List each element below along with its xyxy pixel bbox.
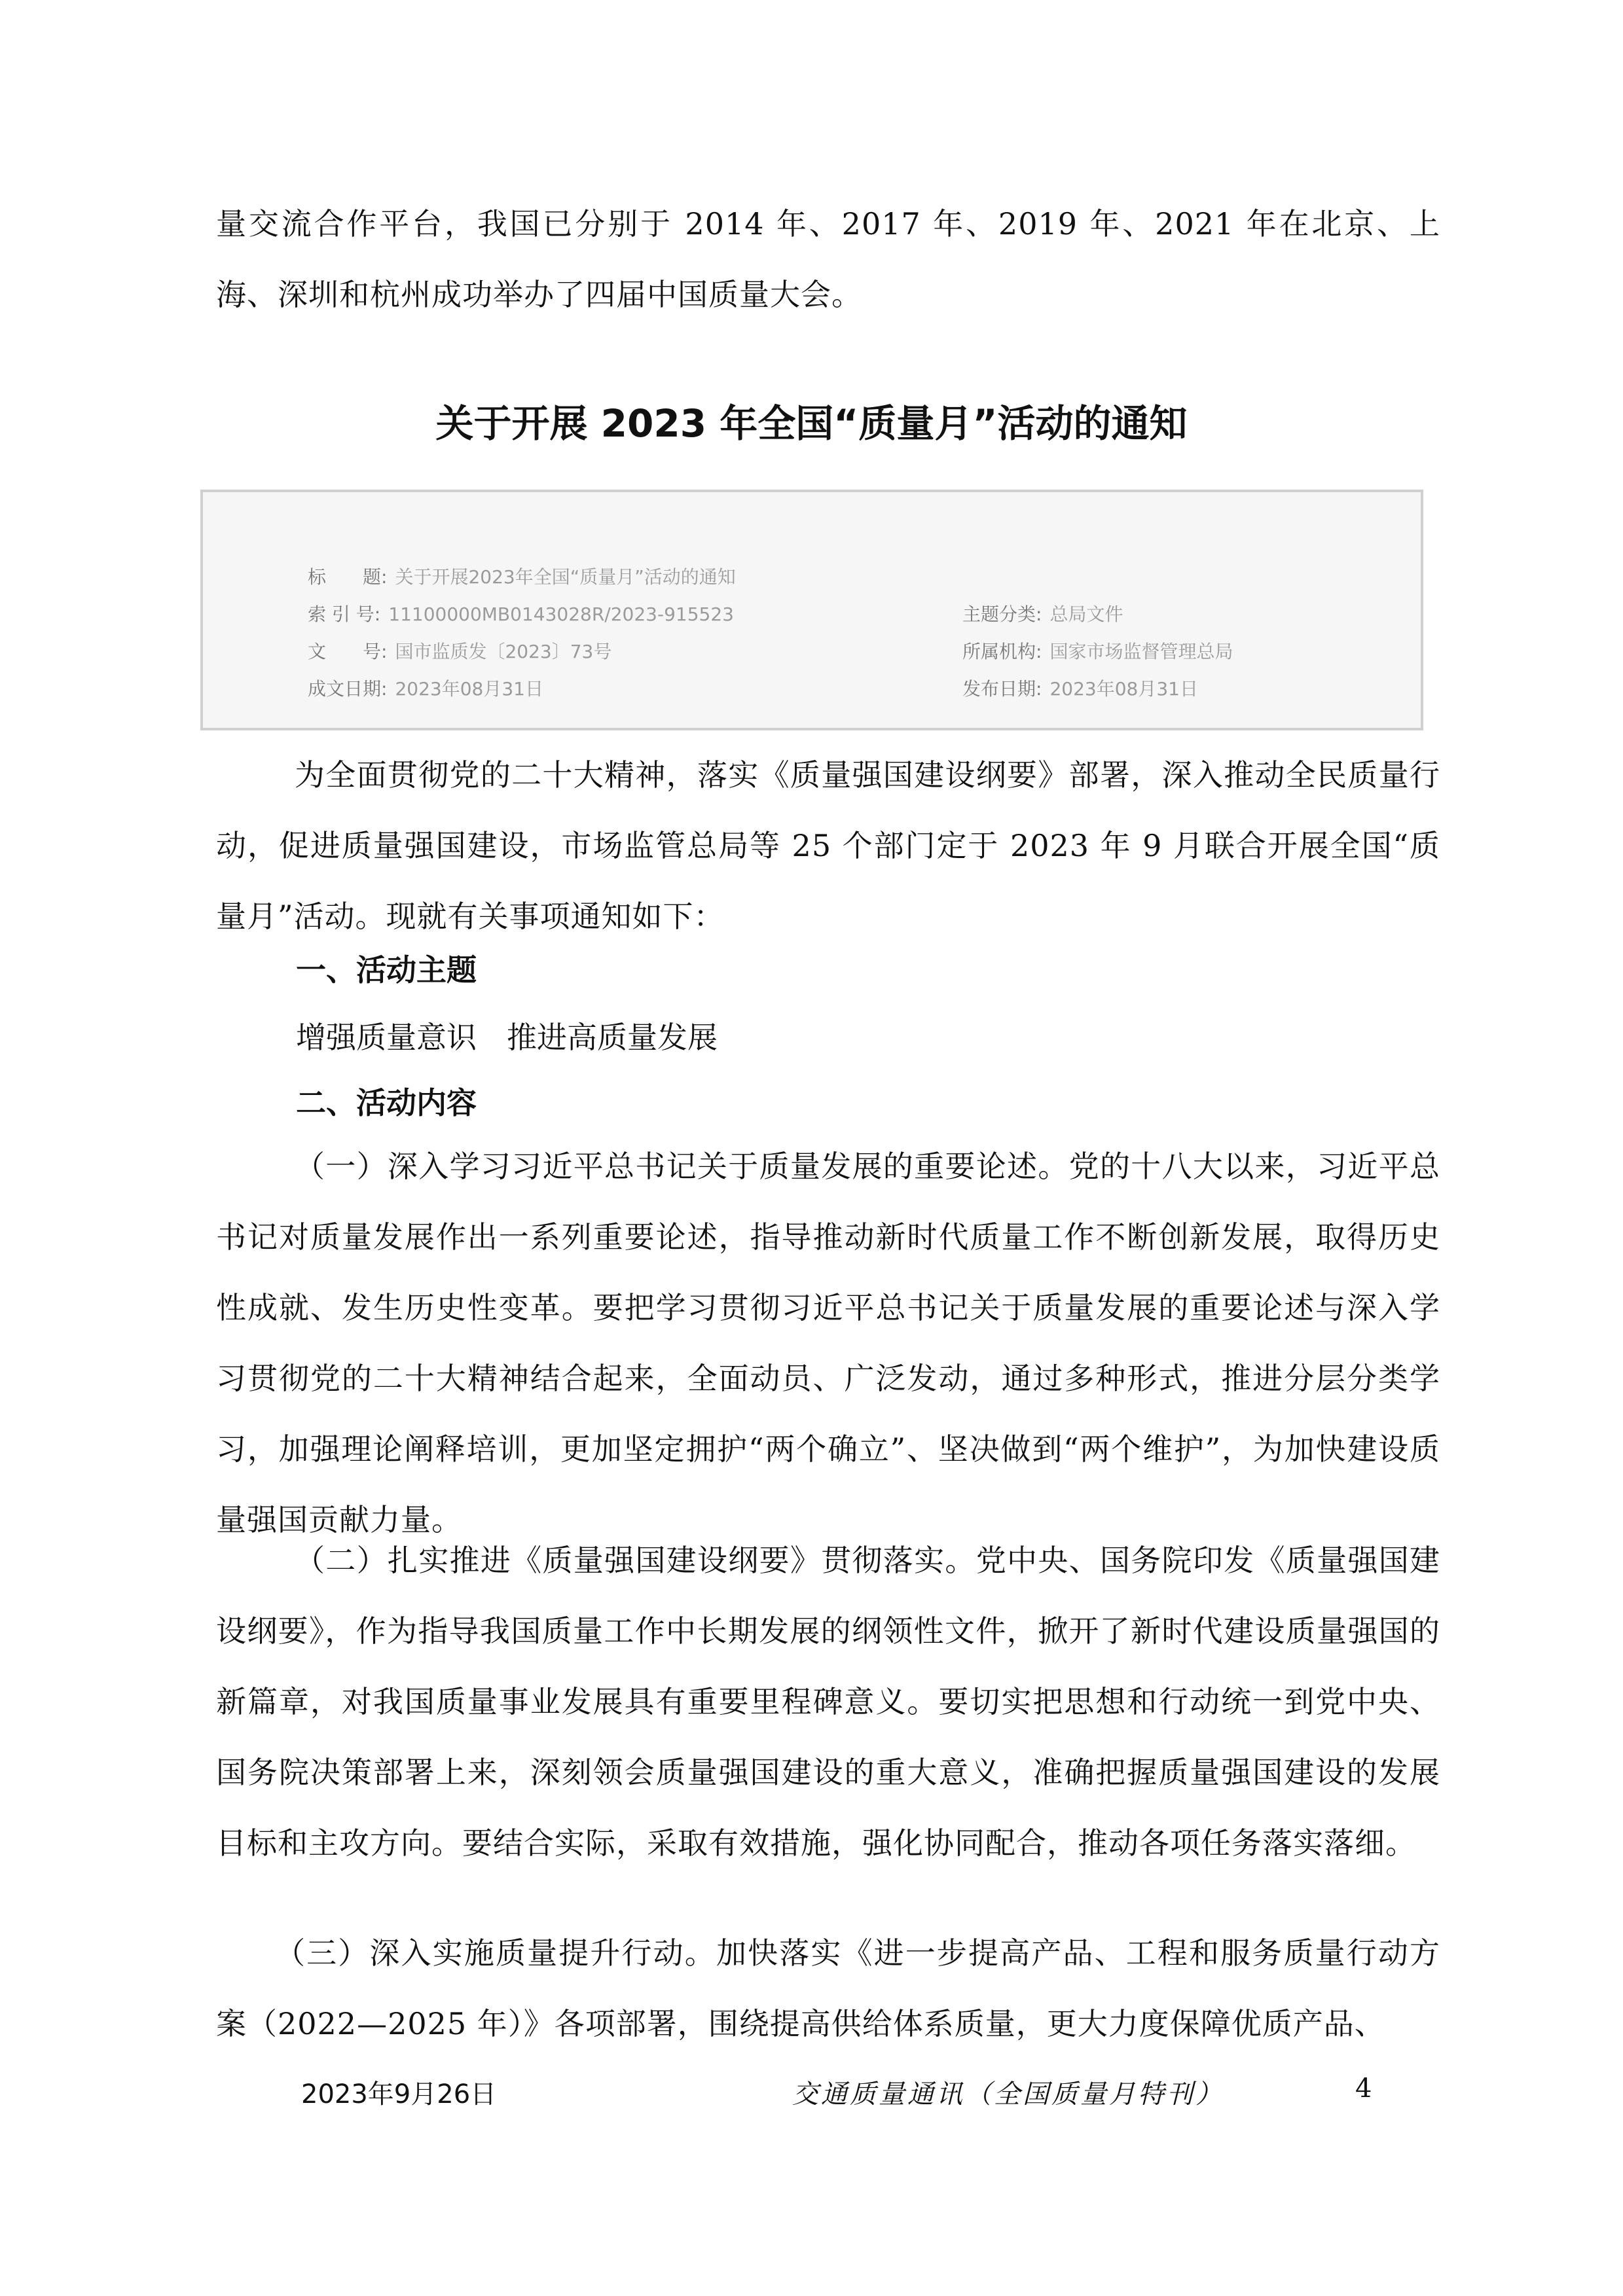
meta-index-row (308, 600, 734, 626)
footer-date: 2023年9月26日 (301, 2079, 497, 2109)
footer-publication: 交通质量通讯（全国质量月特刊） (792, 2079, 1224, 2109)
metadata-panel (200, 490, 1423, 730)
document-title: 关于开展 2023 年全国“质量月”活动的通知 (435, 401, 1188, 446)
meta-date-row (308, 675, 543, 701)
theme-text: 增强质量意识 推进高质量发展 (296, 1020, 718, 1055)
opening-paragraph: 为全面贯彻党的二十大精神，落实《质量强国建设纲要》部署，深入推动全民质量行动，促进质量强国建设，市场监管总局等 25 个部门定于 2023 年 9 月联合开展全国“质量月”活动。现就有关事项通知如下： (216, 757, 1440, 934)
content-item-2: （二）扎实推进《质量强国建设纲要》贯彻落实。党中央、国务院印发《质量强国建设纲要》，作为指导我国质量工作中长期发展的纲领性文件，掀开了新时代建设质量强国的新篇章，对我国质量事业发展具有重要里程碑意义。要切实把思想和行动统一到党中央、国务院决策部署上来，深刻领会质量强国建设的重大意义，准确把握质量强国建设的发展目标和主攻方向。要结合实际，采取有效措施，强化协同配合，推动各项任务落实落细。 (216, 1543, 1440, 1861)
intro-paragraph: 量交流合作平台，我国已分别于 2014 年、2017 年、2019 年、2021 年在北京、上海、深圳和杭州成功举办了四届中国质量大会。 (216, 206, 1440, 312)
meta-title-label: 标 题: (308, 566, 388, 588)
page-number: 4 (1355, 2073, 1372, 2104)
meta-title-value: 关于开展2023年全国“质量月”活动的通知 (395, 566, 736, 588)
meta-doc-label: 文 号: (308, 641, 388, 662)
meta-agency-label: 所属机构: (962, 641, 1042, 662)
meta-publish-label: 发布日期: (962, 678, 1042, 700)
section-heading-content: 二、活动内容 (296, 1085, 477, 1121)
content-item-1: （一）深入学习习近平总书记关于质量发展的重要论述。党的十八大以来，习近平总书记对质量发展作出一系列重要论述，指导推动新时代质量工作不断创新发展，取得历史性成就、发生历史性变革。要把学习贯彻习近平总书记关于质量发展的重要论述与深入学习贯彻党的二十大精神结合起来，全面动员、广泛发动，通过多种形式，推进分层分类学习，加强理论阐释培训，更加坚定拥护“两个确立”、坚决做到“两个维护”，为加快建设质量强国贡献力量。 (216, 1149, 1440, 1537)
meta-doc-row (308, 637, 611, 664)
meta-agency-value: 国家市场监督管理总局 (1049, 641, 1233, 662)
meta-publish-row (962, 675, 1198, 701)
meta-publish-value: 2023年08月31日 (1049, 678, 1198, 700)
meta-category-label: 主题分类: (962, 603, 1042, 625)
meta-category-row (962, 600, 1123, 626)
content-item-3: （三）深入实施质量提升行动。加快落实《进一步提高产品、工程和服务质量行动方案（2022—2025 年）》各项部署，围绕提高供给体系质量，更大力度保障优质产品、 (216, 1935, 1440, 2041)
meta-title-row (308, 563, 736, 589)
section-heading-theme: 一、活动主题 (296, 952, 477, 988)
meta-doc-value: 国市监质发〔2023〕73号 (395, 641, 612, 662)
meta-index-label: 索 引 号: (308, 603, 381, 625)
meta-date-label: 成文日期: (308, 678, 388, 700)
meta-index-value: 11100000MB0143028R/2023-915523 (388, 603, 734, 625)
meta-category-value: 总局文件 (1049, 603, 1123, 625)
meta-date-value: 2023年08月31日 (395, 678, 543, 700)
meta-agency-row (962, 637, 1233, 664)
